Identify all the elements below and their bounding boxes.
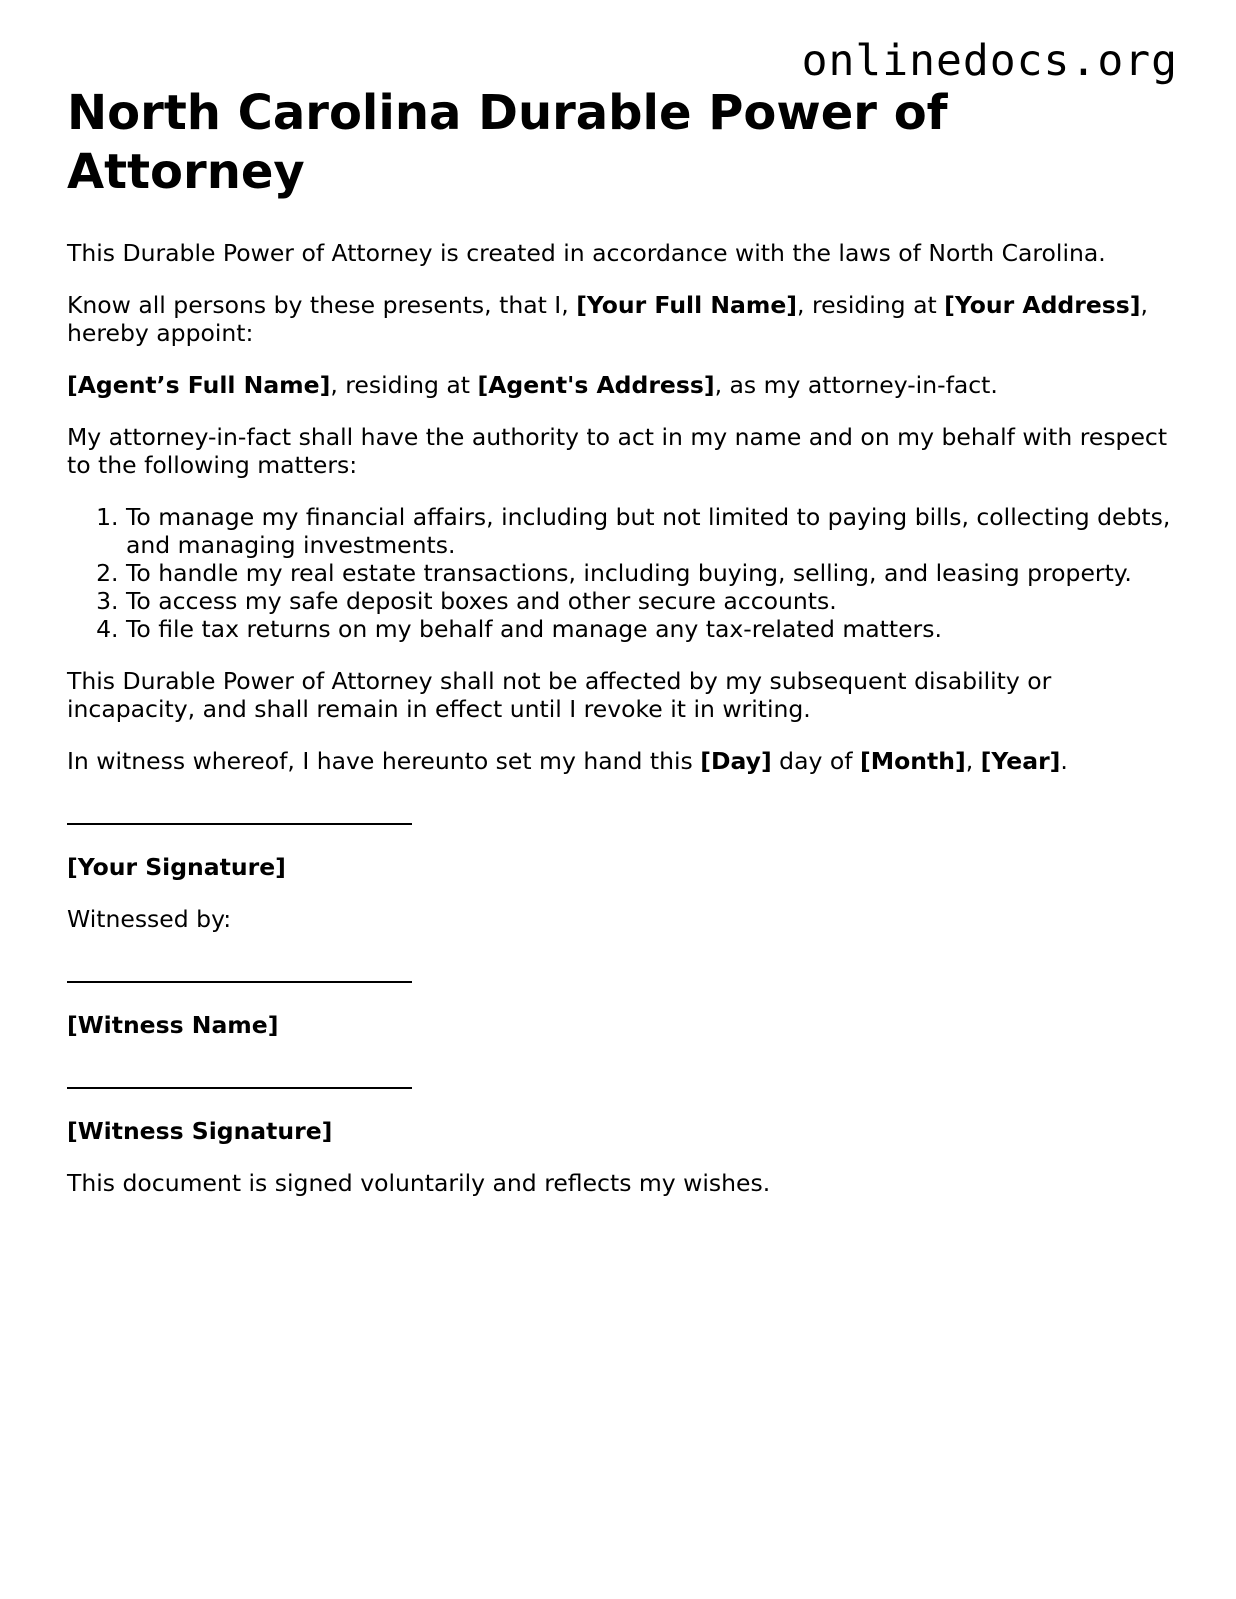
appointment-prefix: Know all persons by these presents, that I, xyxy=(67,291,577,319)
appointment-mid: , residing at xyxy=(797,291,945,319)
list-item: 4. To file tax returns on my behalf and manage any tax-related matters. xyxy=(126,615,1177,643)
intro-paragraph: This Durable Power of Attorney is created in accordance with the laws of North Carolina. xyxy=(67,239,1106,267)
document-title: North Carolina Durable Power of Attorney xyxy=(67,85,948,200)
appointment-paragraph xyxy=(67,291,1177,347)
agent-suffix: , as my attorney-in-fact. xyxy=(714,371,998,399)
authority-paragraph: My attorney-in-fact shall have the authority to act in my name and on my behalf with respect to the following matters: xyxy=(67,423,1168,479)
witness-name-label: [Witness Name] xyxy=(67,1011,279,1039)
agent-address-placeholder: [Agent's Address] xyxy=(477,371,715,399)
your-name-placeholder: [Your Full Name] xyxy=(576,291,798,319)
witness-clause-end: . xyxy=(1060,747,1068,775)
list-item: 1. To manage my financial affairs, including but not limited to paying bills, collecting debts, and managing investments. xyxy=(126,503,1177,559)
your-address-placeholder: [Your Address] xyxy=(944,291,1141,319)
document-body xyxy=(67,84,1177,1197)
watermark: onlinedocs.org xyxy=(801,36,1178,86)
day-placeholder: [Day] xyxy=(700,747,772,775)
list-item: 3. To access my safe deposit boxes and other secure accounts. xyxy=(126,587,1177,615)
witness-name-line xyxy=(67,981,412,983)
witness-clause-mid: day of xyxy=(771,747,860,775)
matters-list xyxy=(67,503,1177,643)
agent-paragraph xyxy=(67,371,1177,399)
witness-signature-label: [Witness Signature] xyxy=(67,1117,333,1145)
appointment-suffix: , hereby appoint: xyxy=(67,291,1148,347)
witness-clause xyxy=(67,747,1177,775)
list-item: 2. To handle my real estate transactions, including buying, selling, and leasing property. xyxy=(126,559,1177,587)
agent-name-placeholder: [Agent’s Full Name] xyxy=(67,371,331,399)
witnessed-by-label: Witnessed by: xyxy=(67,905,232,933)
witness-clause-prefix: In witness whereof, I have hereunto set my hand this xyxy=(67,747,701,775)
agent-mid: , residing at xyxy=(330,371,478,399)
your-signature-label: [Your Signature] xyxy=(67,853,286,881)
witness-clause-comma: , xyxy=(965,747,981,775)
year-placeholder: [Year] xyxy=(980,747,1061,775)
witness-signature-line xyxy=(67,1087,412,1089)
your-signature-line xyxy=(67,823,412,825)
durability-paragraph: This Durable Power of Attorney shall not be affected by my subsequent disability or incapacity, and shall remain in effect until I revoke it in writing. xyxy=(67,667,1052,723)
closing-paragraph: This document is signed voluntarily and reflects my wishes. xyxy=(67,1169,771,1197)
month-placeholder: [Month] xyxy=(860,747,966,775)
